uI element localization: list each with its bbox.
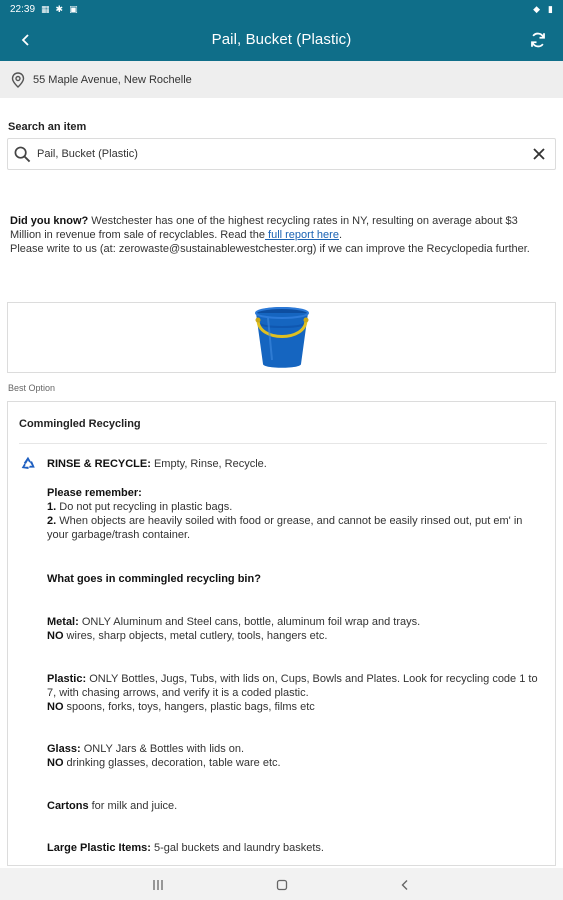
item-image-card xyxy=(7,302,556,373)
recent-apps-button[interactable] xyxy=(148,875,168,895)
rinse-instructions: Empty, Rinse, Recycle. xyxy=(150,458,267,470)
plastic-no-text: spoons, forks, toys, hangers, plastic bags, films etc xyxy=(63,701,315,713)
glass-text: ONLY Jars & Bottles with lids on. xyxy=(80,743,245,755)
remember-1-text: Do not put recycling in plastic bags. xyxy=(56,501,233,513)
wifi-icon: ◆ xyxy=(533,3,541,14)
large-plastic-heading: Large Plastic Items: xyxy=(47,842,151,854)
glass-block xyxy=(47,742,542,770)
glass-no-text: drinking glasses, decoration, table ware etc. xyxy=(63,757,281,769)
back-button[interactable] xyxy=(14,28,38,52)
best-option-label: Best Option xyxy=(8,383,56,393)
bucket-image xyxy=(246,304,318,372)
location-address: 55 Maple Avenue, New Rochelle xyxy=(33,73,192,86)
metal-text: ONLY Aluminum and Steel cans, bottle, aluminum foil wrap and trays. xyxy=(78,616,421,628)
search-icon xyxy=(14,146,31,163)
remember-block xyxy=(47,486,542,542)
search-label: Search an item xyxy=(8,121,87,133)
bluetooth-icon: ✱ xyxy=(55,3,64,14)
page-title: Pail, Bucket (Plastic) xyxy=(211,31,352,48)
option-title: Commingled Recycling xyxy=(19,418,141,430)
metal-heading: Metal: xyxy=(47,616,79,628)
did-you-know-contact: Please write to us (at: zerowaste@sustainablewestchester.org) if we can improve the Recyclopedia further. xyxy=(10,243,530,255)
did-you-know-text xyxy=(10,214,535,256)
cartons-block xyxy=(47,799,542,813)
system-back-button[interactable] xyxy=(395,875,415,895)
home-icon xyxy=(276,879,288,891)
divider xyxy=(19,443,547,444)
plastic-text: ONLY Bottles, Jugs, Tubs, with lids on, Cups, Bowls and Plates. Look for recycling code 1 to 7, with chasing arrows, and verify it is a coded plastic. xyxy=(47,673,538,699)
battery-icon: ▣ xyxy=(69,3,78,14)
recycle-icon xyxy=(19,455,37,473)
close-icon xyxy=(533,148,545,160)
system-nav-bar xyxy=(0,868,563,900)
refresh-button[interactable] xyxy=(525,27,551,53)
remember-heading: Please remember: xyxy=(47,487,142,499)
metal-no-text: wires, sharp objects, metal cutlery, tools, hangers etc. xyxy=(63,630,328,642)
large-plastic-text: 5-gal buckets and laundry baskets. xyxy=(150,842,324,854)
rinse-recycle-text xyxy=(47,458,267,470)
what-goes-text: What goes in commingled recycling bin? xyxy=(47,573,261,585)
home-button[interactable] xyxy=(272,875,292,895)
cartons-text: for milk and juice. xyxy=(88,800,178,812)
metal-block xyxy=(47,615,542,643)
status-bar xyxy=(0,0,563,18)
clear-search-button[interactable] xyxy=(523,139,555,169)
location-pin-icon xyxy=(11,72,25,88)
rinse-heading: RINSE & RECYCLE: xyxy=(47,458,151,470)
search-input[interactable] xyxy=(7,138,556,170)
refresh-icon xyxy=(529,31,547,49)
large-plastic-block xyxy=(47,841,542,855)
glass-no: NO xyxy=(47,757,64,769)
disposal-option-card xyxy=(7,401,556,866)
what-goes-heading xyxy=(47,572,542,586)
grid-icon: ▦ xyxy=(41,3,50,14)
did-you-know-heading: Did you know? xyxy=(10,215,89,227)
location-bar[interactable] xyxy=(0,61,563,98)
app-bar xyxy=(0,18,563,61)
remember-2-number: 2. xyxy=(47,515,57,527)
remember-2-text: When objects are heavily soiled with food or grease, and cannot be easily rinsed out, put em' in your garbage/trash container. xyxy=(47,515,523,541)
remember-1-number: 1. xyxy=(47,501,57,513)
plastic-block xyxy=(47,672,542,714)
glass-heading: Glass: xyxy=(47,743,81,755)
recent-apps-icon xyxy=(152,879,164,891)
status-time: 22:39 xyxy=(10,3,36,15)
metal-no: NO xyxy=(47,630,64,642)
cartons-heading: Cartons xyxy=(47,800,89,812)
back-chevron-icon xyxy=(399,879,411,891)
plastic-no: NO xyxy=(47,701,64,713)
did-you-know-body: Westchester has one of the highest recycling rates in NY, resulting on average about $3 Million in revenue from sale of recyclables. Read the xyxy=(10,215,518,241)
full-report-link[interactable]: full report here xyxy=(264,229,339,241)
search-value: Pail, Bucket (Plastic) xyxy=(37,148,138,160)
did-you-know-period: . xyxy=(338,229,343,241)
chevron-left-icon xyxy=(20,34,32,46)
battery-status-icon: ▮ xyxy=(548,3,553,14)
plastic-heading: Plastic: xyxy=(47,673,87,685)
